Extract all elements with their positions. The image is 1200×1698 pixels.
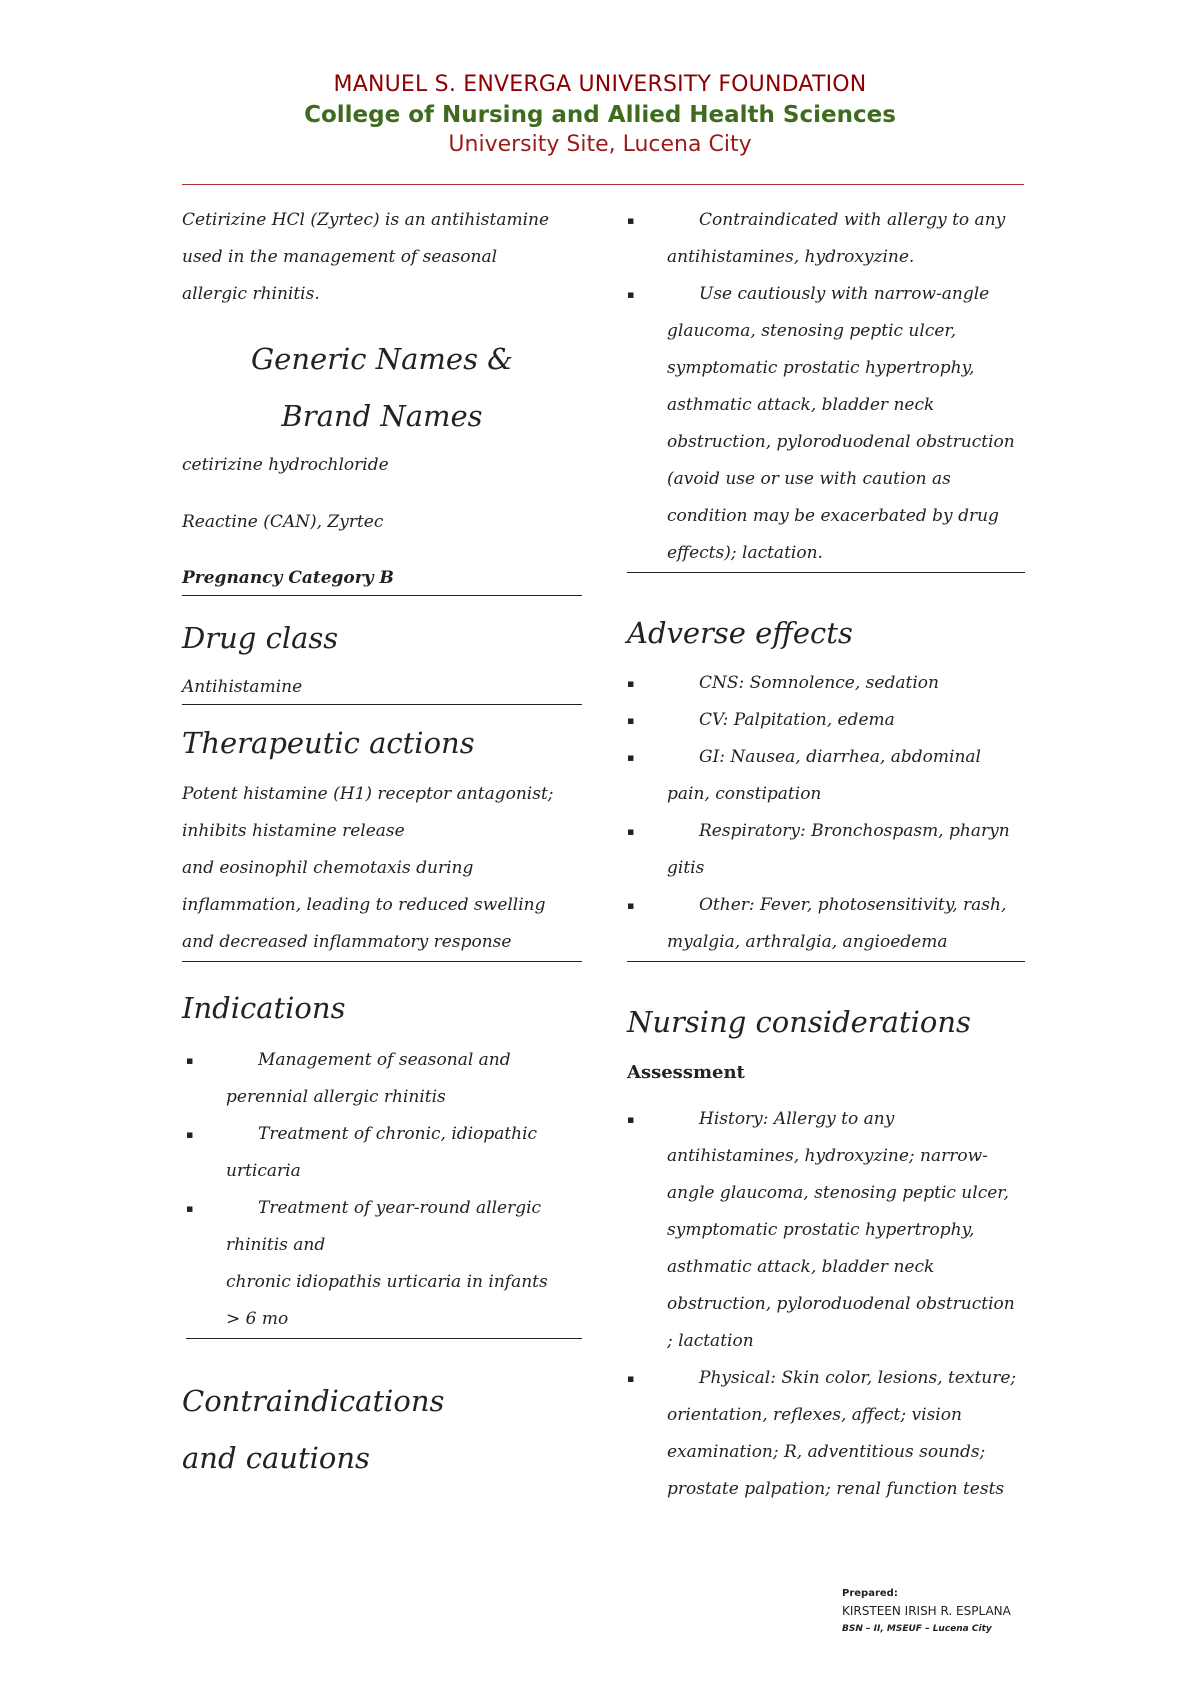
indication-text: Treatment of year-round allergic rhinitis and: [226, 1198, 542, 1255]
list-item: [627, 202, 1025, 276]
document-header: [0, 70, 1200, 160]
assessment-list: [627, 1101, 1025, 1508]
indications-block: [186, 1042, 582, 1339]
college-name: College of Nursing and Allied Health Sciences: [304, 102, 896, 128]
brand-names: Reactine (CAN), Zyrtec: [182, 512, 384, 532]
assessment-label: Assessment: [627, 1062, 745, 1083]
list-item: [627, 702, 1025, 739]
bullet-icon: ▪: [627, 714, 635, 727]
therapeutic-line-2: and eosinophil chemotaxis during inflammation, leading to reduced swelling and decreased inflammatory response: [182, 858, 546, 952]
university-name: MANUEL S. ENVERGA UNIVERSITY FOUNDATION: [333, 72, 867, 97]
prepared-by: [842, 1586, 1011, 1638]
nursing-considerations-heading: Nursing considerations: [627, 1005, 971, 1039]
indication-text: Management of seasonal and perennial allergic rhinitis: [226, 1050, 511, 1107]
therapeutic-actions-text: [182, 776, 582, 962]
indication-continuation: chronic idiopathis urticaria in infants > 6 mo: [226, 1272, 548, 1329]
indications-list: [186, 1042, 582, 1264]
pregnancy-category: Pregnancy Category B: [182, 561, 582, 596]
list-item: [186, 1190, 582, 1264]
bullet-icon: ▪: [186, 1128, 194, 1141]
list-item: [627, 813, 1025, 887]
contraindications-list: [627, 202, 1025, 572]
list-item: [627, 887, 1025, 961]
preparer-name: KIRSTEEN IRISH R. ESPLANA: [842, 1604, 1011, 1618]
list-item: [186, 1042, 582, 1116]
assessment-history-text: History: Allergy to any antihistamines, hydroxyzine; narrow-angle glaucoma, stenosing peptic ulcer, symptomatic prostatic hypertrophy, asthmatic attack, bladder neck obstruction, pyloroduodenal obstruction ; lactation: [667, 1109, 1015, 1351]
generic-name: cetirizine hydrochloride: [182, 455, 389, 475]
university-site: University Site, Lucena City: [448, 132, 752, 157]
intro-text: Cetirizine HCl (Zyrtec) is an antihistamine used in the management of seasonal allergic rhinitis.: [182, 210, 550, 304]
bullet-icon: ▪: [627, 1113, 635, 1126]
bullet-icon: ▪: [627, 288, 635, 301]
list-item: [627, 1101, 1025, 1360]
adverse-effect-text: CV: Palpitation, edema: [699, 710, 895, 730]
contraindication-text: Contraindicated with allergy to any antihistamines, hydroxyzine.: [667, 210, 1006, 267]
right-column: [627, 202, 1025, 1508]
adverse-effects-heading: Adverse effects: [627, 616, 853, 650]
adverse-effect-text: Other: Fever, photosensitivity, rash, myalgia, arthralgia, angioedema: [667, 895, 1007, 952]
bullet-icon: ▪: [627, 825, 635, 838]
prepared-label: Prepared:: [842, 1588, 898, 1599]
generic-names-heading: Generic Names & Brand Names: [250, 342, 513, 433]
contraindications-heading: Contraindications and cautions: [182, 1384, 445, 1475]
left-column: [182, 202, 582, 1487]
bullet-icon: ▪: [627, 1372, 635, 1385]
contraindications-block: [627, 202, 1025, 573]
bullet-icon: ▪: [627, 214, 635, 227]
adverse-effects-block: [627, 665, 1025, 962]
preparer-role: BSN – II, MSEUF – Lucena City: [842, 1624, 992, 1634]
assessment-physical-text: Physical: Skin color, lesions, texture; orientation, reflexes, affect; vision examination; R, adventitious sounds; prostate palpation; renal function tests: [667, 1368, 1017, 1499]
header-divider: [182, 184, 1024, 185]
list-item: [186, 1116, 582, 1190]
indication-text: Treatment of chronic, idiopathic urticaria: [226, 1124, 538, 1181]
list-item: [627, 1360, 1025, 1508]
adverse-effect-text: GI: Nausea, diarrhea, abdominal pain, constipation: [667, 747, 981, 804]
bullet-icon: ▪: [627, 751, 635, 764]
drug-class-heading: Drug class: [182, 621, 339, 655]
bullet-icon: ▪: [186, 1202, 194, 1215]
adverse-effects-list: [627, 665, 1025, 961]
indications-heading: Indications: [182, 991, 346, 1025]
adverse-effect-text: Respiratory: Bronchospasm, pharyn gitis: [667, 821, 1010, 878]
bullet-icon: ▪: [627, 677, 635, 690]
list-item: [627, 276, 1025, 572]
drug-class-value: Antihistamine: [182, 670, 582, 705]
therapeutic-actions-heading: Therapeutic actions: [182, 726, 475, 760]
adverse-effect-text: CNS: Somnolence, sedation: [699, 673, 939, 693]
list-item: [627, 739, 1025, 813]
bullet-icon: ▪: [627, 899, 635, 912]
therapeutic-line-1: Potent histamine (H1) receptor antagonist; inhibits histamine release: [182, 784, 554, 841]
bullet-icon: ▪: [186, 1054, 194, 1067]
caution-text: Use cautiously with narrow-angle glaucoma, stenosing peptic ulcer, symptomatic prostatic hypertrophy, asthmatic attack, bladder neck obstruction, pyloroduodenal obstruction (avoid use or use with caution as condition may be exacerbated by drug effects); lactation.: [667, 284, 1015, 563]
list-item: [627, 665, 1025, 702]
